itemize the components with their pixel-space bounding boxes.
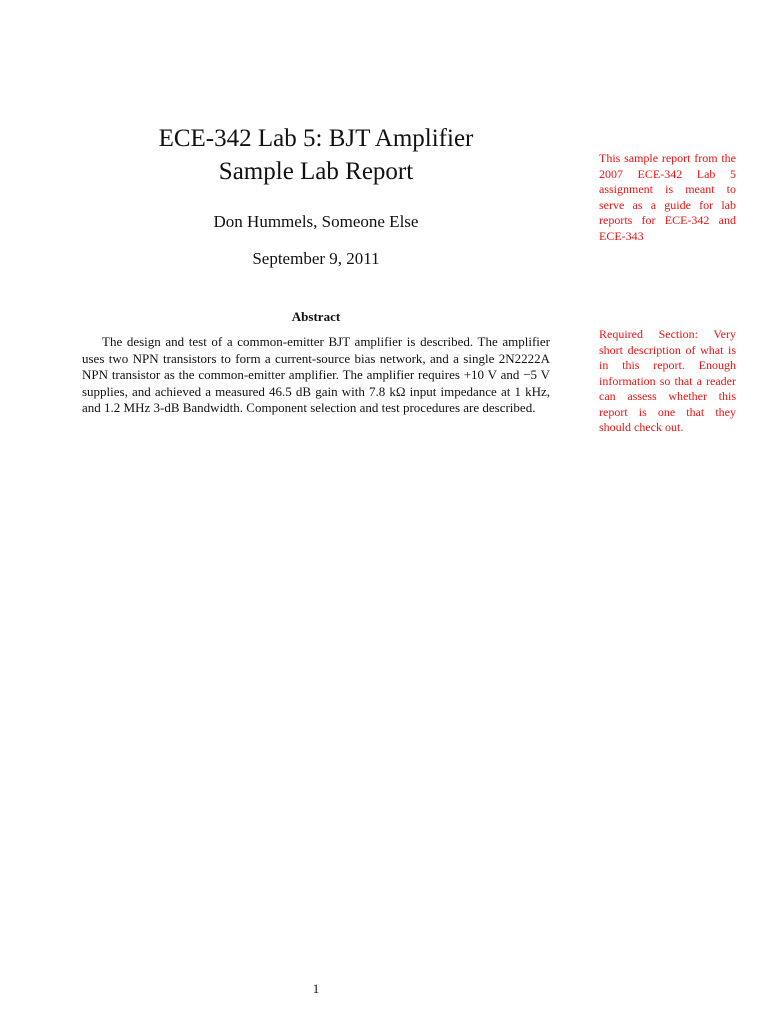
title-line-2: Sample Lab Report (218, 158, 414, 185)
abstract-heading: Abstract (291, 309, 341, 324)
page-number: 1 (312, 981, 320, 996)
margin-note-sample-report: This sample report from the 2007 ECE-342 Lab 5 assignment is meant to serve as a guide for lab reports for ECE-342 and ECE-343 (599, 151, 736, 243)
publication-date: September 9, 2011 (252, 249, 380, 268)
authors: Don Hummels, Someone Else (213, 212, 419, 231)
title-line-1: ECE-342 Lab 5: BJT Amplifier (158, 125, 474, 152)
margin-note-required-section: Required Section: Very short description of what is in this report. Enough information so that a reader can assess whether this report is one that they should check out. (599, 327, 736, 434)
abstract-body: The design and test of a common-emitter BJT amplifier is described. The amplifier uses two NPN transistors to form a current-source bias network, and a single 2N2222A NPN transistor as the common-emitter amplifier. The amplifier requires +10 V and −5 V supplies, and achieved a measured 46.5 dB gain with 7.8 kΩ input impedance at 1 kHz, and 1.2 MHz 3-dB Bandwidth. Component selection and test procedures are described. (82, 334, 550, 415)
